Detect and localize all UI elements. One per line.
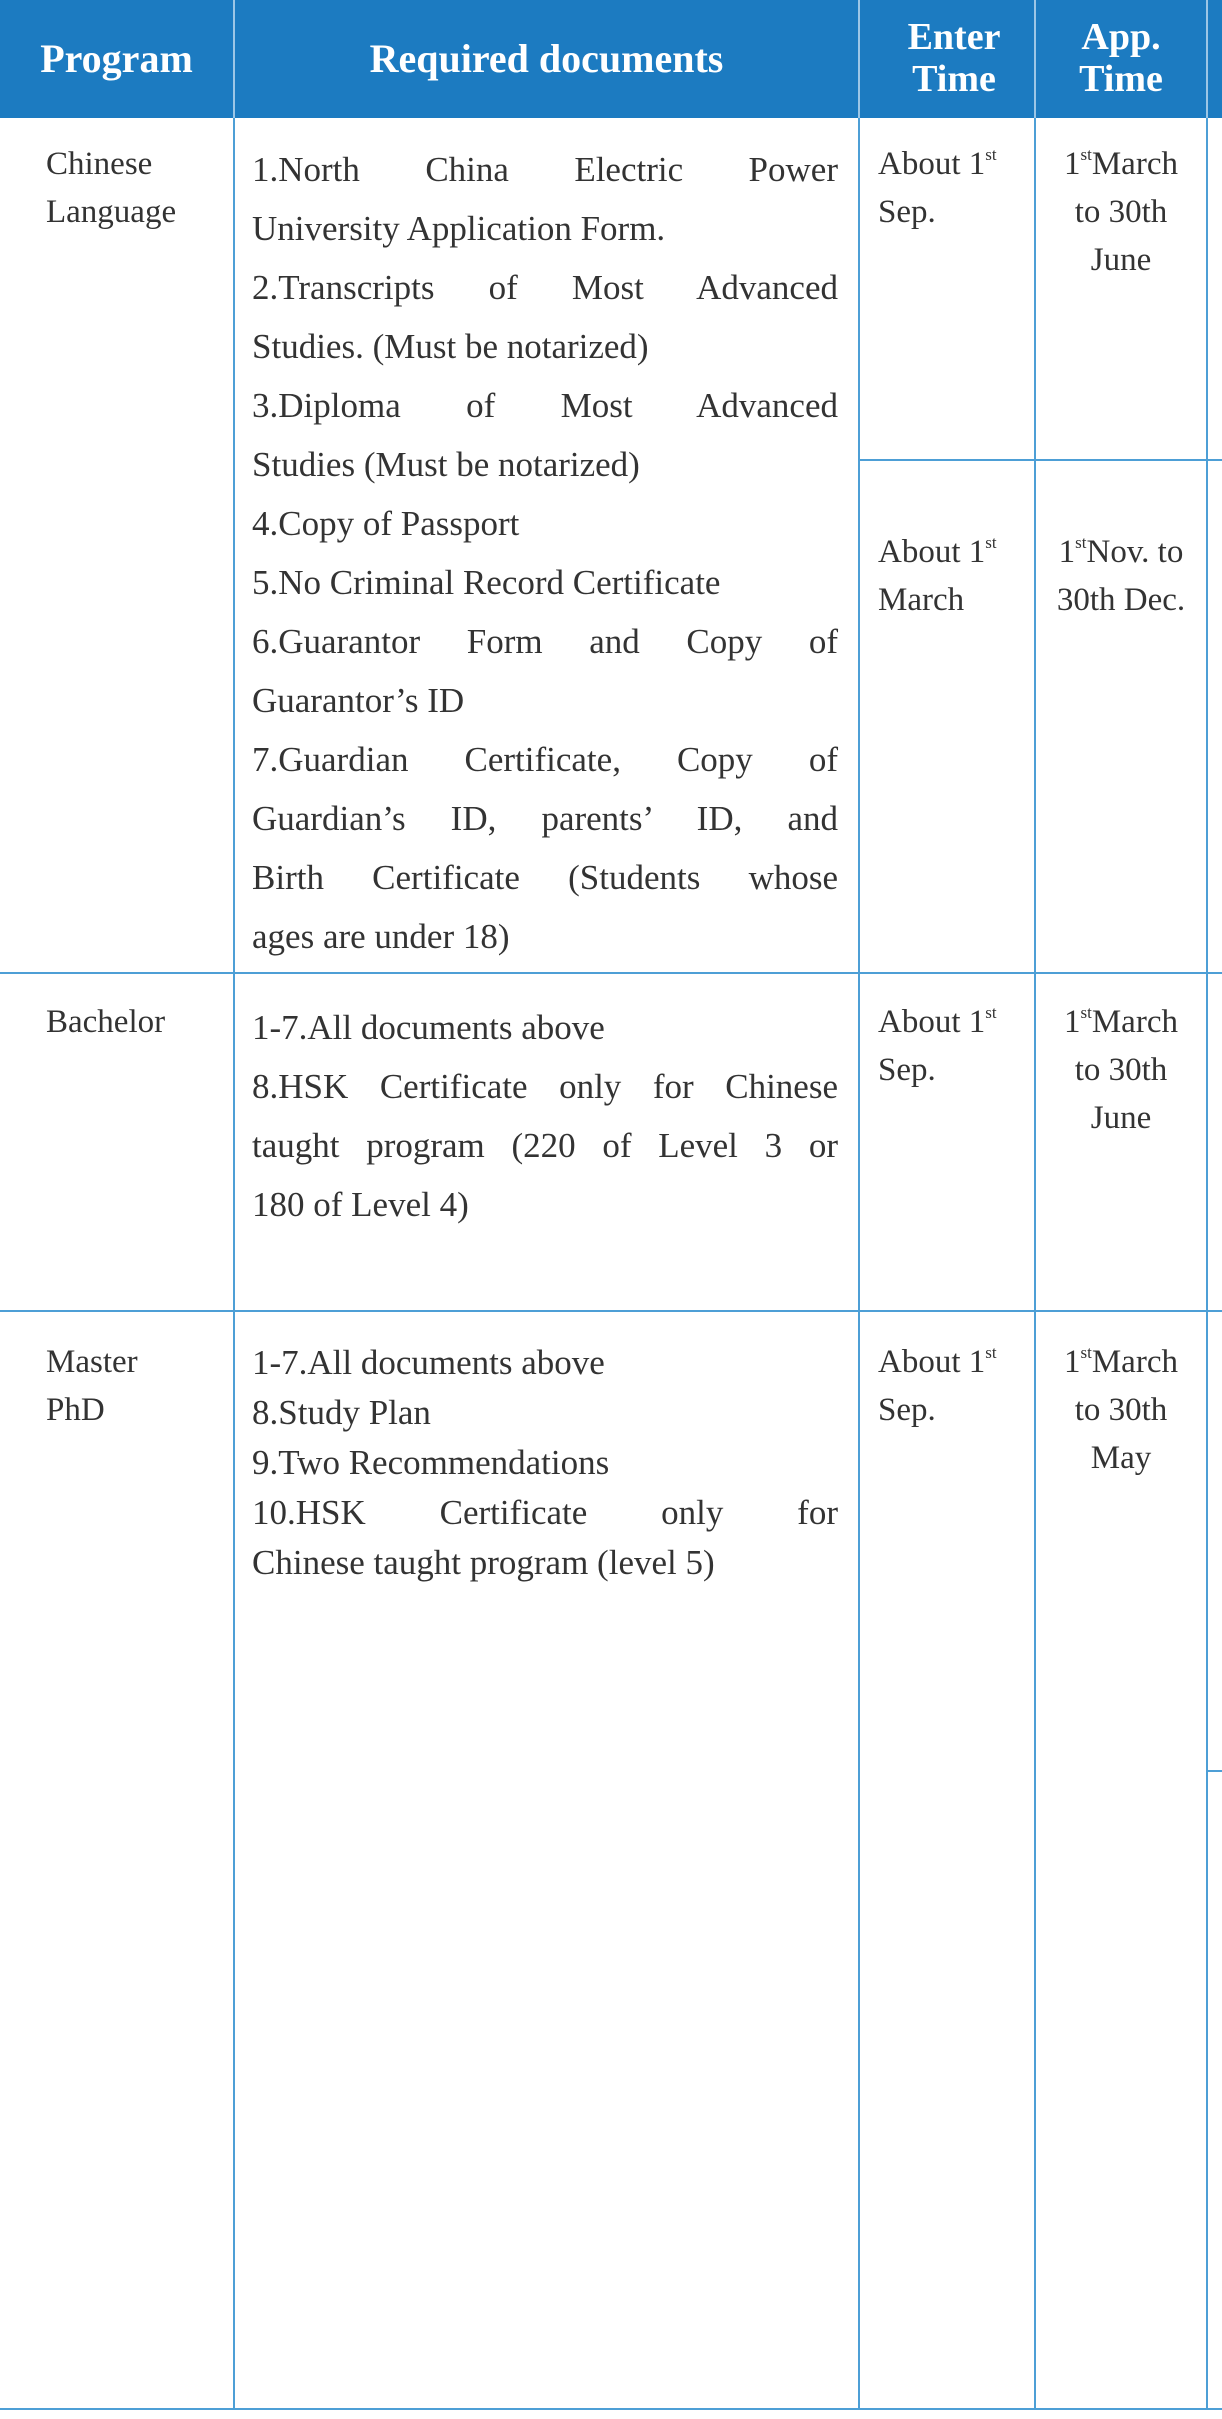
application-time bbox=[1036, 528, 1206, 624]
required-documents-list bbox=[252, 140, 838, 966]
document-line: 9.Two Recommendations bbox=[252, 1443, 610, 1482]
document-line: 4.Copy of Passport bbox=[252, 504, 520, 543]
column-divider bbox=[858, 118, 860, 2409]
document-line: Chinese taught program (level 5) bbox=[252, 1543, 715, 1582]
row-divider bbox=[1206, 1770, 1222, 1772]
program-name bbox=[46, 998, 165, 1046]
program-line: Language bbox=[46, 194, 177, 230]
document-line: 5.No Criminal Record Certificate bbox=[252, 563, 721, 602]
document-line: 3.Diploma of Most Advanced bbox=[252, 386, 838, 425]
app-time-text: 30th Dec. bbox=[1056, 582, 1186, 618]
document-line: 1-7.All documents above bbox=[252, 1343, 605, 1382]
document-line: 180 of Level 4) bbox=[252, 1185, 469, 1224]
program-line: PhD bbox=[46, 1392, 105, 1428]
document-line: ages are under 18) bbox=[252, 917, 510, 956]
enter-time bbox=[878, 140, 997, 236]
header-program: Program bbox=[40, 36, 193, 81]
enter-time-text: March bbox=[878, 582, 965, 618]
document-line: 8.Study Plan bbox=[252, 1393, 431, 1432]
application-time bbox=[1036, 1338, 1206, 1482]
program-name bbox=[46, 1338, 138, 1434]
program-name bbox=[46, 140, 176, 236]
document-line: 1-7.All documents above bbox=[252, 1008, 605, 1047]
ordinal-suffix: st bbox=[1080, 1003, 1092, 1022]
app-time-text: to 30th bbox=[1074, 194, 1168, 230]
document-line: 7.Guardian Certificate, Copy of bbox=[252, 740, 838, 779]
program-line: Bachelor bbox=[46, 1004, 166, 1040]
app-time-text: 1 bbox=[1064, 1344, 1081, 1380]
enter-time-text: About 1 bbox=[878, 534, 986, 570]
document-line: 8.HSK Certificate only for Chinese bbox=[252, 1067, 838, 1106]
enter-time bbox=[878, 1338, 997, 1434]
app-time-text: 1 bbox=[1064, 1004, 1081, 1040]
enter-time-text: About 1 bbox=[878, 146, 986, 182]
ordinal-suffix: st bbox=[985, 145, 997, 164]
header-required-documents: Required documents bbox=[369, 36, 724, 81]
app-time-text: March bbox=[1091, 146, 1178, 182]
enter-time-text: Sep. bbox=[878, 194, 936, 230]
app-time-text: June bbox=[1090, 1100, 1152, 1136]
column-divider bbox=[233, 118, 235, 2409]
app-time-text: 1 bbox=[1058, 534, 1076, 570]
document-line: taught program (220 of Level 3 or bbox=[252, 1126, 838, 1165]
ordinal-suffix: st bbox=[985, 1003, 997, 1022]
row-divider bbox=[0, 1310, 1222, 1312]
ordinal-suffix: st bbox=[1080, 1343, 1092, 1362]
column-divider bbox=[1206, 118, 1208, 2409]
enter-time-text: Sep. bbox=[878, 1052, 936, 1088]
ordinal-suffix: st bbox=[1080, 145, 1092, 164]
document-line: Studies. (Must be notarized) bbox=[252, 327, 649, 366]
app-time-text: May bbox=[1090, 1440, 1152, 1476]
document-line: University Application Form. bbox=[252, 209, 666, 248]
enter-time bbox=[878, 528, 997, 624]
app-time-text: March bbox=[1091, 1004, 1178, 1040]
document-line: Guardian’s ID, parents’ ID, and bbox=[252, 799, 838, 838]
enter-time-text: About 1 bbox=[878, 1004, 986, 1040]
header-divider bbox=[1206, 0, 1208, 118]
ordinal-suffix: st bbox=[1075, 533, 1087, 552]
document-line: 10.HSK Certificate only for bbox=[252, 1493, 838, 1532]
ordinal-suffix: st bbox=[985, 533, 997, 552]
app-time-text: 1 bbox=[1064, 146, 1081, 182]
ordinal-suffix: st bbox=[985, 1343, 997, 1362]
row-divider bbox=[0, 972, 1222, 974]
column-divider bbox=[1034, 118, 1036, 2409]
header-enter-time: Enter Time bbox=[907, 16, 1001, 100]
header-divider bbox=[858, 0, 860, 118]
required-documents-list bbox=[252, 998, 838, 1234]
enter-time bbox=[878, 998, 997, 1094]
header-app-time: App. Time bbox=[1079, 16, 1163, 100]
app-time-text: Nov. to bbox=[1086, 534, 1184, 570]
app-time-text: to 30th bbox=[1074, 1392, 1168, 1428]
enter-time-text: Sep. bbox=[878, 1392, 936, 1428]
program-line: Chinese bbox=[46, 146, 153, 182]
required-documents-list bbox=[252, 1338, 838, 1588]
application-time bbox=[1036, 140, 1206, 284]
program-line: Master bbox=[46, 1344, 138, 1380]
enter-time-text: About 1 bbox=[878, 1344, 986, 1380]
document-line: 2.Transcripts of Most Advanced bbox=[252, 268, 838, 307]
app-time-text: to 30th bbox=[1074, 1052, 1168, 1088]
document-line: 1.North China Electric Power bbox=[252, 150, 838, 189]
document-line: Birth Certificate (Students whose bbox=[252, 858, 838, 897]
document-line: Guarantor’s ID bbox=[252, 681, 465, 720]
session-divider bbox=[858, 459, 1222, 461]
document-line: 6.Guarantor Form and Copy of bbox=[252, 622, 838, 661]
document-line: Studies (Must be notarized) bbox=[252, 445, 640, 484]
application-time bbox=[1036, 998, 1206, 1142]
row-divider bbox=[0, 2408, 1222, 2410]
table-header bbox=[0, 0, 1222, 118]
app-time-text: March bbox=[1091, 1344, 1178, 1380]
app-time-text: June bbox=[1090, 242, 1152, 278]
